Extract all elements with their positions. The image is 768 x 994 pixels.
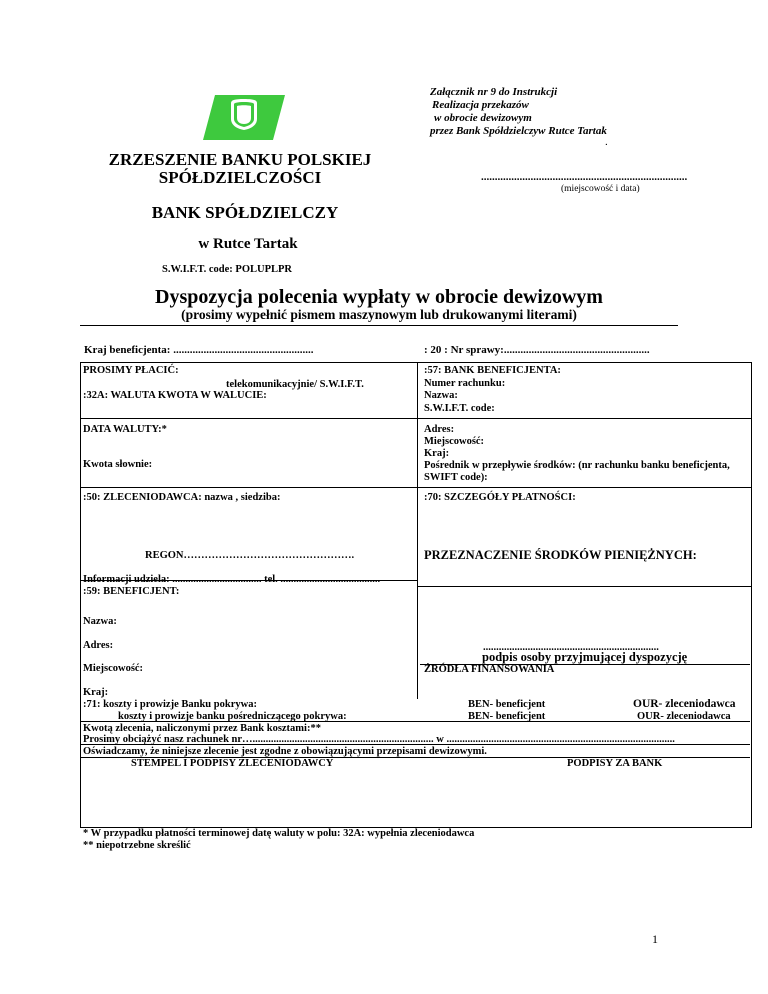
annex-line-2: Realizacja przekazów — [432, 99, 529, 111]
org-line-2: SPÓŁDZIELCZOŚCI — [158, 168, 322, 187]
amount-words-field[interactable]: Kwota słownie: — [83, 459, 153, 470]
line-left-2 — [80, 487, 417, 488]
fees-intermediary-ben-option[interactable]: BEN- beneficjent — [468, 711, 546, 722]
bank-city-field[interactable]: Miejscowość: — [424, 436, 485, 447]
beneficiary-city-field[interactable]: Miejscowość: — [83, 663, 144, 674]
bank-swift-field[interactable]: S.W.I.F.T. code: — [424, 403, 495, 414]
line-right-2 — [417, 487, 751, 488]
page-number: 1 — [652, 932, 658, 946]
annex-line-1: Załącznik nr 9 do Instrukcji — [430, 86, 558, 98]
payment-details-field[interactable]: :70: SZCZEGÓŁY PŁATNOŚCI: — [424, 492, 576, 503]
intermediary-field[interactable]: Pośrednik w przepływie środków: (nr rachunku banku beneficjenta, — [424, 460, 730, 471]
purpose-field[interactable]: PRZEZNACZENIE ŚRODKÓW PIENIĘŻNYCH: — [424, 548, 697, 562]
telecom-label[interactable]: telekomunikacyjnie/ S.W.I.F.T. — [226, 379, 364, 390]
fees-bank-ben-option[interactable]: BEN- beneficjent — [468, 699, 546, 710]
bank-signatures-label: PODPISY ZA BANK — [567, 758, 663, 769]
beneficiary-name-field[interactable]: Nazwa: — [83, 616, 117, 627]
charges-label: Kwotą zlecenia, naliczonymi przez Bank kosztami:** — [83, 723, 321, 734]
place-date-label: (miejscowość i data) — [561, 184, 640, 194]
annex-dot: . — [605, 136, 608, 148]
currency-field[interactable]: :32A: WALUTA KWOTA W WALUCIE: — [83, 390, 267, 401]
bank-beneficiary-label: :57: BANK BENEFICJENTA: — [424, 365, 561, 376]
form-subtitle: (prosimy wypełnić pismem maszynowym lub drukowanymi literami) — [181, 307, 577, 322]
footnote-1: * W przypadku płatności terminowej datę waluty w polu: 32A: wypełnia zleceniodawca — [83, 828, 475, 839]
fees-intermediary-our-option[interactable]: OUR- zleceniodawca — [637, 711, 731, 722]
bank-country-field[interactable]: Kraj: — [424, 448, 450, 459]
client-stamp-label: STEMPEL I PODPISY ZLECENIODAWCY — [131, 758, 334, 769]
annex-line-4: przez Bank Spółdzielczyw Rutce Tartak — [430, 125, 607, 137]
signature-label: podpis osoby przyjmującej dyspozycję — [482, 650, 688, 664]
regon-field[interactable]: REGON…………………………………………. — [145, 550, 355, 561]
fees-intermediary-label: koszty i prowizje banku pośredniczącego pokrywa: — [118, 711, 347, 722]
beneficiary-country-field[interactable]: Kraj beneficjenta: ................................................... — [84, 344, 314, 356]
fees-bank-label: :71: koszty i prowizje Banku pokrywa: — [83, 699, 257, 710]
bank-swift: S.W.I.F.T. code: POLUPLPR — [162, 264, 292, 275]
annex-line-3: w obrocie dewizowym — [434, 112, 532, 124]
signature-dots[interactable]: ................................................................... — [483, 642, 659, 653]
form-title: Dyspozycja polecenia wypłaty w obrocie dewizowym — [155, 286, 603, 308]
place-date-dots: ........................................................................... — [481, 171, 688, 183]
pay-label: PROSIMY PŁACIĆ: — [83, 365, 179, 376]
beneficiary-address-field[interactable]: Adres: — [83, 640, 114, 651]
beneficiary-country-label[interactable]: Kraj: — [83, 687, 109, 698]
line-left-1 — [80, 418, 417, 419]
bank-address-field[interactable]: Adres: — [424, 424, 455, 435]
org-line-1: ZRZESZENIE BANKU POLSKIEJ — [108, 150, 372, 169]
bank-name-field[interactable]: Nazwa: — [424, 390, 458, 401]
intermediary-swift: SWIFT code): — [424, 472, 488, 483]
bank-name: BANK SPÓŁDZIELCZY — [151, 203, 339, 222]
account-number-field[interactable]: Numer rachunku: — [424, 378, 506, 389]
bank-logo-icon — [203, 95, 285, 140]
fees-bank-our-option[interactable]: OUR- zleceniodawca — [633, 698, 736, 710]
bank-location: w Rutce Tartak — [198, 236, 298, 252]
info-contact-field[interactable]: Informacji udziela: .................................. tel. ...................................... — [83, 574, 381, 585]
footnote-2: ** niepotrzebne skreślić — [83, 840, 191, 851]
funding-sources-field[interactable]: ŹRÓDŁA FINANSOWANIA — [424, 664, 555, 675]
line-right-1 — [417, 418, 751, 419]
value-date-field[interactable]: DATA WALUTY:* — [83, 424, 167, 435]
title-rule — [80, 325, 678, 326]
debit-account-field[interactable]: Prosimy obciążyć nasz rachunek nr…..................................................................... w ....................................................................................... — [83, 734, 675, 745]
case-number-field[interactable]: : 20 : Nr sprawy:..................................................... — [424, 344, 650, 356]
line-right-3 — [417, 586, 751, 587]
column-divider — [417, 362, 418, 699]
beneficiary-label: :59: BENEFICJENT: — [83, 586, 180, 597]
ordering-party-field[interactable]: :50: ZLECENIODAWCA: nazwa , siedziba: — [83, 492, 281, 503]
declaration-text: Oświadczamy, że niniejsze zlecenie jest zgodne z obowiązującymi przepisami dewizowymi. — [83, 746, 487, 757]
